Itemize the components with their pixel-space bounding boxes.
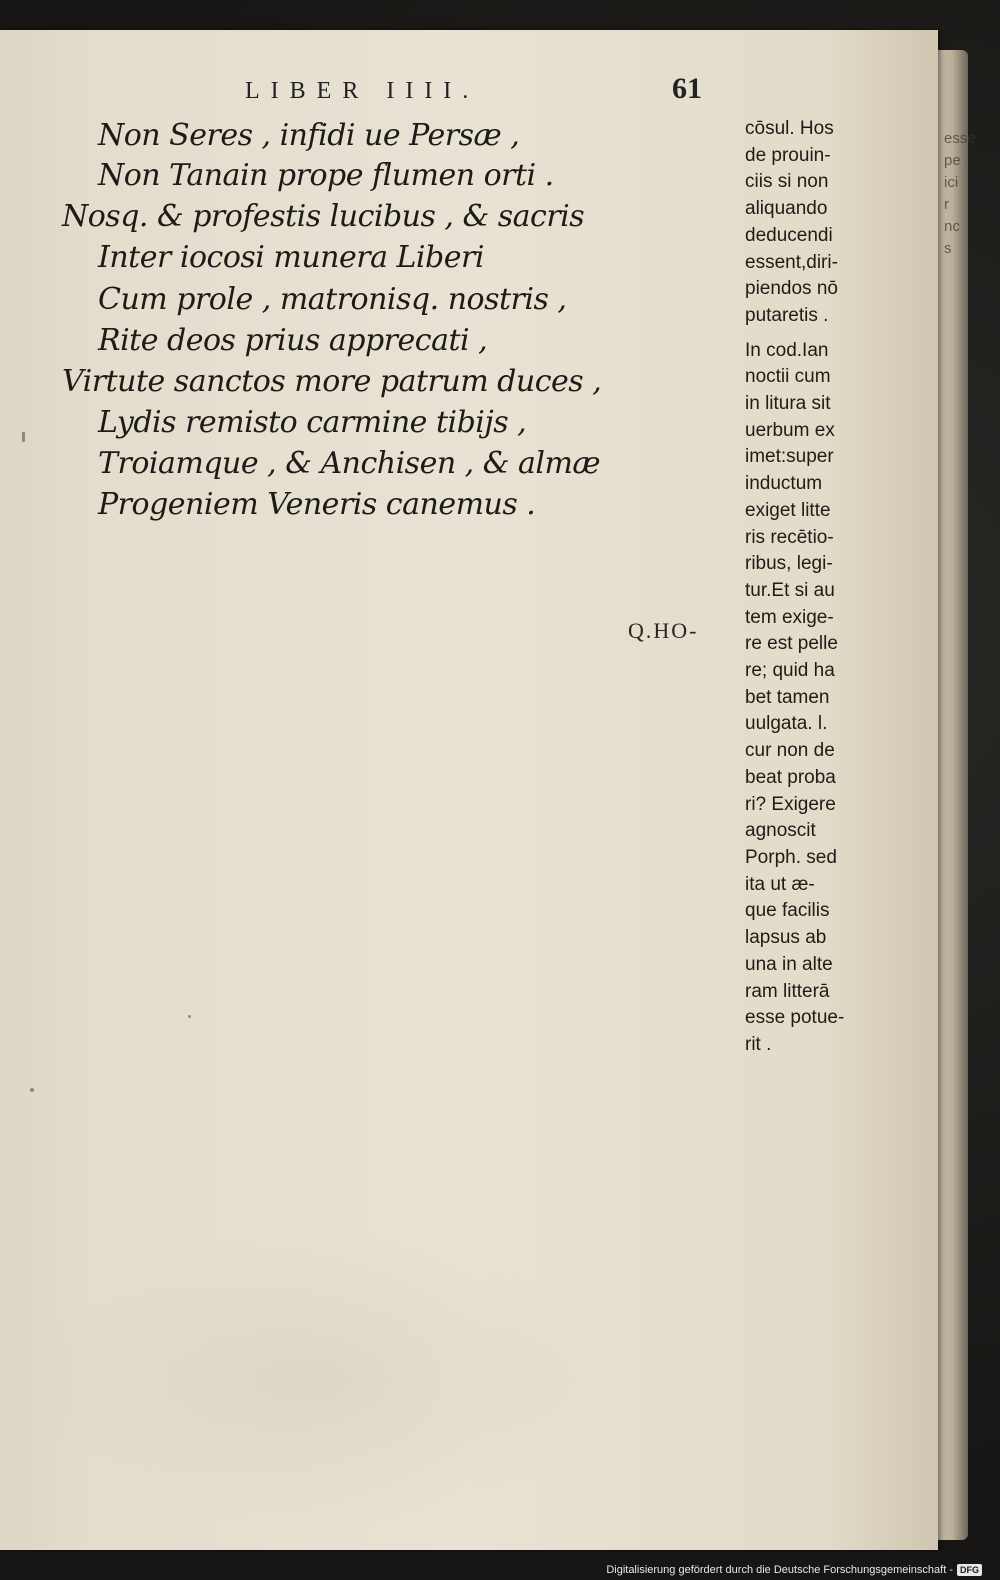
next-page-fragment-line: ici <box>944 174 959 191</box>
marginal-note-line: ita ut æ- <box>745 873 815 895</box>
verse-line: Virtute sanctos more patrum duces , <box>62 364 602 399</box>
marginal-note-line: uerbum ex <box>745 419 835 441</box>
marginal-note-line: ribus, legi- <box>745 553 833 575</box>
marginal-note-line: re; quid ha <box>745 660 835 682</box>
marginal-note-line: una in alte <box>745 953 833 975</box>
marginal-note-line: de prouin- <box>745 144 831 166</box>
marginal-note-line: beat proba <box>745 766 836 788</box>
marginal-note-line: noctii cum <box>745 366 831 388</box>
marginal-note-line: bet tamen <box>745 686 830 708</box>
marginal-note-line: essent,diri- <box>745 251 838 273</box>
verse-line: Nosq. & profestis lucibus , & sacris <box>62 199 585 234</box>
ink-speck <box>188 1015 191 1018</box>
running-head: LIBER IIII. <box>245 78 480 104</box>
marginal-note-line: Porph. sed <box>745 846 837 868</box>
credit-text: Digitalisierung gefördert durch die Deutsche Forschungsgemeinschaft - <box>606 1564 953 1576</box>
marginal-note-line: ris recētio- <box>745 526 834 548</box>
marginal-note-line: in litura sit <box>745 393 831 415</box>
verse-line: Non Seres , infidi ue Persæ , <box>98 118 520 153</box>
marginal-note-line: tem exige- <box>745 606 834 628</box>
marginal-note-line: aliquando <box>745 198 828 220</box>
marginal-heading: Q.HO- <box>628 618 699 643</box>
next-page-fragment <box>944 128 984 260</box>
digitization-credit <box>606 1564 982 1576</box>
marginal-note-line: inductum <box>745 473 823 495</box>
marginal-note-line: esse potue- <box>745 1007 845 1029</box>
marginal-note-line: imet:super <box>745 446 834 468</box>
marginal-note-line: piendos nō <box>745 278 838 300</box>
marginal-note-line: exiget litte <box>745 499 831 521</box>
verse-line: Non Tanain prope flumen orti . <box>98 158 554 193</box>
ink-speck <box>22 432 25 442</box>
page-stain <box>20 1230 620 1530</box>
ink-speck <box>30 1088 34 1092</box>
marginal-note-line: uulgata. l. <box>745 713 828 735</box>
marginal-note-line: cōsul. Hos <box>745 118 834 139</box>
next-page-fragment-line: pe <box>944 152 961 169</box>
marginal-note-line: que facilis <box>745 900 830 922</box>
marginal-note-line: tur.Et si au <box>745 579 835 601</box>
next-page-fragment-line: r <box>944 196 949 213</box>
marginal-note-line: In cod.Ian <box>745 339 829 361</box>
paragraph-gap <box>745 330 885 338</box>
verse-line: Progeniem Veneris canemus . <box>98 487 536 522</box>
marginal-note-line: putaretis . <box>745 304 829 326</box>
marginal-note <box>745 116 885 1059</box>
marginal-note-line: ciis si non <box>745 171 829 193</box>
verse-line: Rite deos prius apprecati , <box>98 323 488 358</box>
marginal-note-line: ri? Exigere <box>745 793 836 815</box>
verse-line: Cum prole , matronisq. nostris , <box>98 282 567 317</box>
marginal-note-line: agnoscit <box>745 820 816 842</box>
verse-line: Troiamque , & Anchisen , & almæ <box>98 446 601 481</box>
next-page-fragment-line: esse <box>944 130 976 147</box>
dfg-logo: DFG <box>957 1564 982 1576</box>
marginal-note-line: rit . <box>745 1033 772 1055</box>
marginal-note-line: deducendi <box>745 224 833 246</box>
page-number: 61 <box>672 72 702 105</box>
marginal-note-line: ram litterā <box>745 980 830 1002</box>
next-page-fragment-line: nc <box>944 218 960 235</box>
verse-line: Lydis remisto carmine tibijs , <box>98 405 527 440</box>
marginal-note-line: cur non de <box>745 740 835 762</box>
verse-line: Inter iocosi munera Liberi <box>98 240 484 275</box>
next-page-fragment-line: s <box>944 240 952 257</box>
marginal-note-line: lapsus ab <box>745 927 827 949</box>
marginal-note-line: re est pelle <box>745 633 838 655</box>
